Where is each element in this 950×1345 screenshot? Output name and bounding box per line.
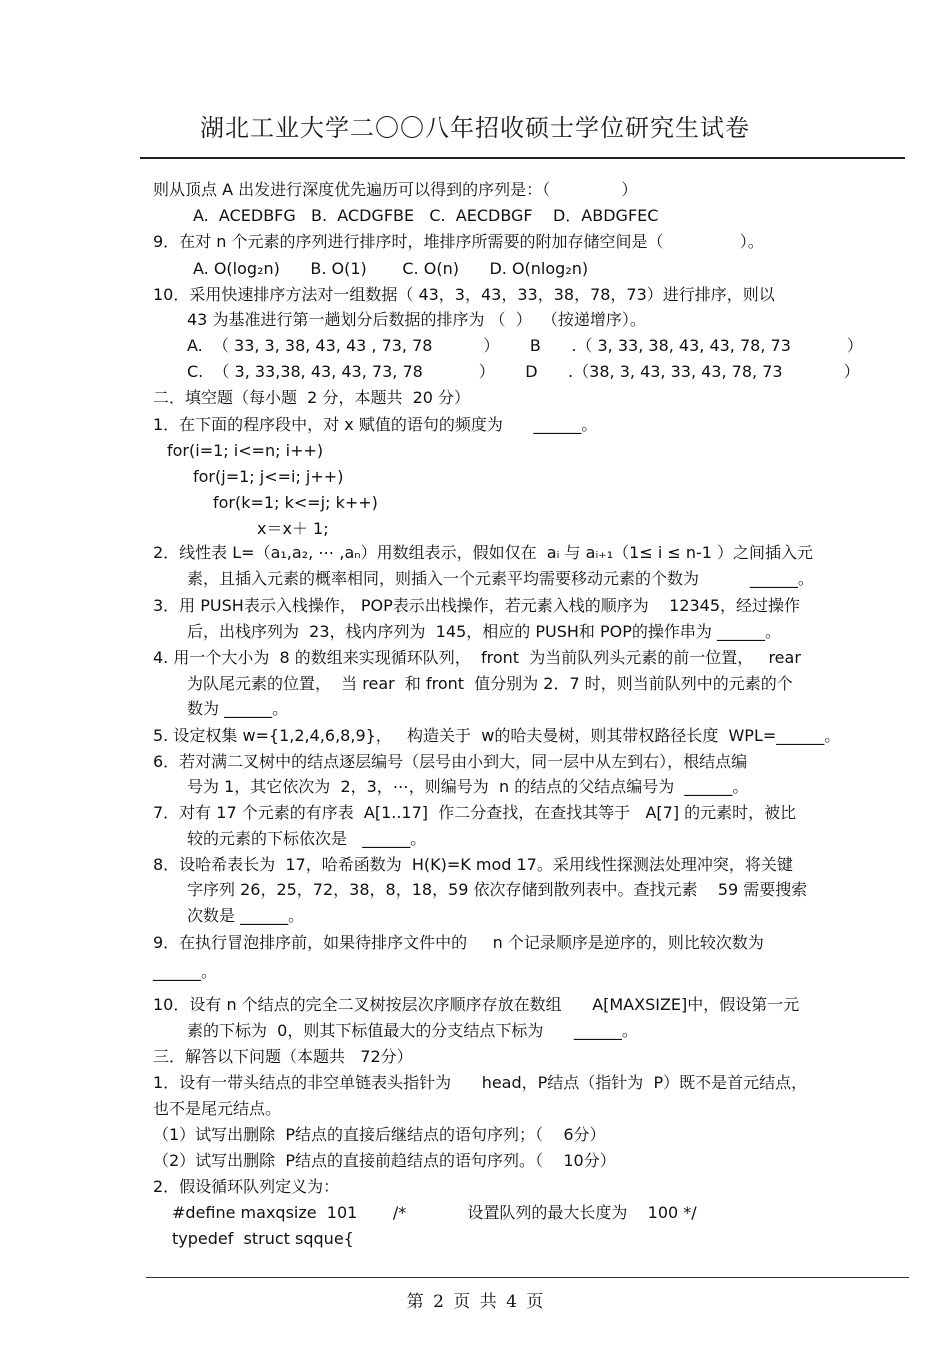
section-heading: 二．填空题（每小题 2 分，本题共 20 分）: [153, 388, 471, 407]
text-line: 2．线性表 L=（a₁,a₂, ⋯ ,aₙ）用数组表示，假如仅在 aᵢ 与 aᵢ₊₁（1≤ i ≤ n-1 ）之间插入元: [153, 543, 814, 562]
text-line: 则从顶点 A 出发进行深度优先遍历可以得到的序列是：（ ）: [153, 180, 638, 199]
text-line: 10．采用快速排序方法对一组数据（ 43，3，43，33，38，78，73）进行排序，则以: [153, 285, 775, 304]
code-line: for(j=1; j<=i; j++): [193, 467, 344, 486]
text-line: A. ACEDBFG B. ACDGFBE C. AECDBGF D．ABDGFEC: [193, 206, 659, 225]
text-line: 数为 ______。: [187, 699, 289, 718]
header-rule: [140, 157, 905, 159]
text-line: A. O(log₂n) B. O(1) C. O(n) D. O(nlog₂n): [193, 259, 589, 278]
text-line: 字序列 26，25，72，38，8，18，59 依次存储到散列表中。查找元素 59 需要搜索: [187, 880, 808, 899]
text-line: 9．在对 n 个元素的序列进行排序时，堆排序所需要的附加存储空间是（ ）。: [153, 232, 764, 251]
text-line: 6．若对满二叉树中的结点逐层编号（层号由小到大，同一层中从左到右），根结点编: [153, 752, 748, 771]
text-line: 素，且插入元素的概率相同，则插入一个元素平均需要移动元素的个数为 ______。: [187, 569, 814, 588]
text-line: A. （ 33, 3, 38, 43, 43 , 73, 78 ） B .（ 3, 33, 38, 43, 43, 78, 73 ）: [187, 336, 863, 355]
text-line: 4. 用一个大小为 8 的数组来实现循环队列， front 为当前队列头元素的前一位置， rear: [153, 648, 801, 667]
text-line: （1）试写出删除 P结点的直接后继结点的语句序列；（ 6分）: [153, 1125, 606, 1144]
code-line: x＝x＋ 1;: [257, 519, 329, 538]
text-line: 素的下标为 0，则其下标值最大的分支结点下标为 ______。: [187, 1021, 638, 1040]
text-line: 也不是尾元结点。: [153, 1099, 282, 1118]
text-line: 为队尾元素的位置， 当 rear 和 front 值分别为 2．7 时，则当前队列中的元素的个: [187, 674, 793, 693]
text-line: 10．设有 n 个结点的完全二叉树按层次序顺序存放在数组 A[MAXSIZE]中，假设第一元: [153, 995, 800, 1014]
section-heading: 三．解答以下问题（本题共 72分）: [153, 1047, 413, 1066]
text-line: 后，出栈序列为 23，栈内序列为 145，相应的 PUSH和 POP的操作串为 ______。: [187, 622, 781, 641]
text-line: 1．设有一带头结点的非空单链表头指针为 head，P结点（指针为 P）既不是首元结点，: [153, 1073, 808, 1092]
text-line: 3．用 PUSH表示入栈操作， POP表示出栈操作，若元素入栈的顺序为 12345，经过操作: [153, 596, 801, 615]
page-number: 第 2 页 共 4 页: [406, 1292, 544, 1312]
footer-rule: [146, 1277, 909, 1278]
text-line: 43 为基准进行第一趟划分后数据的排序为 （ ） （按递增序）。: [187, 310, 646, 329]
text-line: 2．假设循环队列定义为：: [153, 1177, 340, 1196]
text-line: 次数是 ______。: [187, 906, 305, 925]
text-line: 较的元素的下标依次是 ______。: [187, 829, 427, 848]
page-title: 湖北工业大学二〇〇八年招收硕士学位研究生试卷: [200, 114, 750, 142]
text-line: 1．在下面的程序段中，对 x 赋值的语句的频度为 ______。: [153, 415, 598, 434]
text-line: 5. 设定权集 w={1,2,4,6,8,9}， 构造关于 w的哈夫曼树，则其带权路径长度 WPL=______。: [153, 726, 841, 745]
code-line: typedef struct sqque{: [172, 1229, 354, 1248]
text-line: 9．在执行冒泡排序前，如果待排序文件中的 n 个记录顺序是逆序的，则比较次数为: [153, 933, 764, 952]
code-line: for(k=1; k<=j; k++): [213, 493, 378, 512]
text-line: 号为 1，其它依次为 2，3，⋯，则编号为 n 的结点的父结点编号为 ______。: [187, 777, 749, 796]
text-line: 7．对有 17 个元素的有序表 A[1..17] 作二分查找，在查找其等于 A[7] 的元素时，被比: [153, 803, 797, 822]
text-line: ______。: [153, 962, 218, 981]
text-line: 8．设哈希表长为 17，哈希函数为 H(K)=K mod 17。采用线性探测法处理冲突，将关键: [153, 855, 793, 874]
code-line: #define maxqsize 101 /* 设置队列的最大长度为 100 */: [172, 1203, 697, 1222]
text-line: C. （ 3, 33,38, 43, 43, 73, 78 ） D .（38, 3, 43, 33, 43, 78, 73 ）: [187, 362, 860, 381]
text-line: （2）试写出删除 P结点的直接前趋结点的语句序列。（ 10分）: [153, 1151, 616, 1170]
code-line: for(i=1; i<=n; i++): [167, 441, 324, 460]
